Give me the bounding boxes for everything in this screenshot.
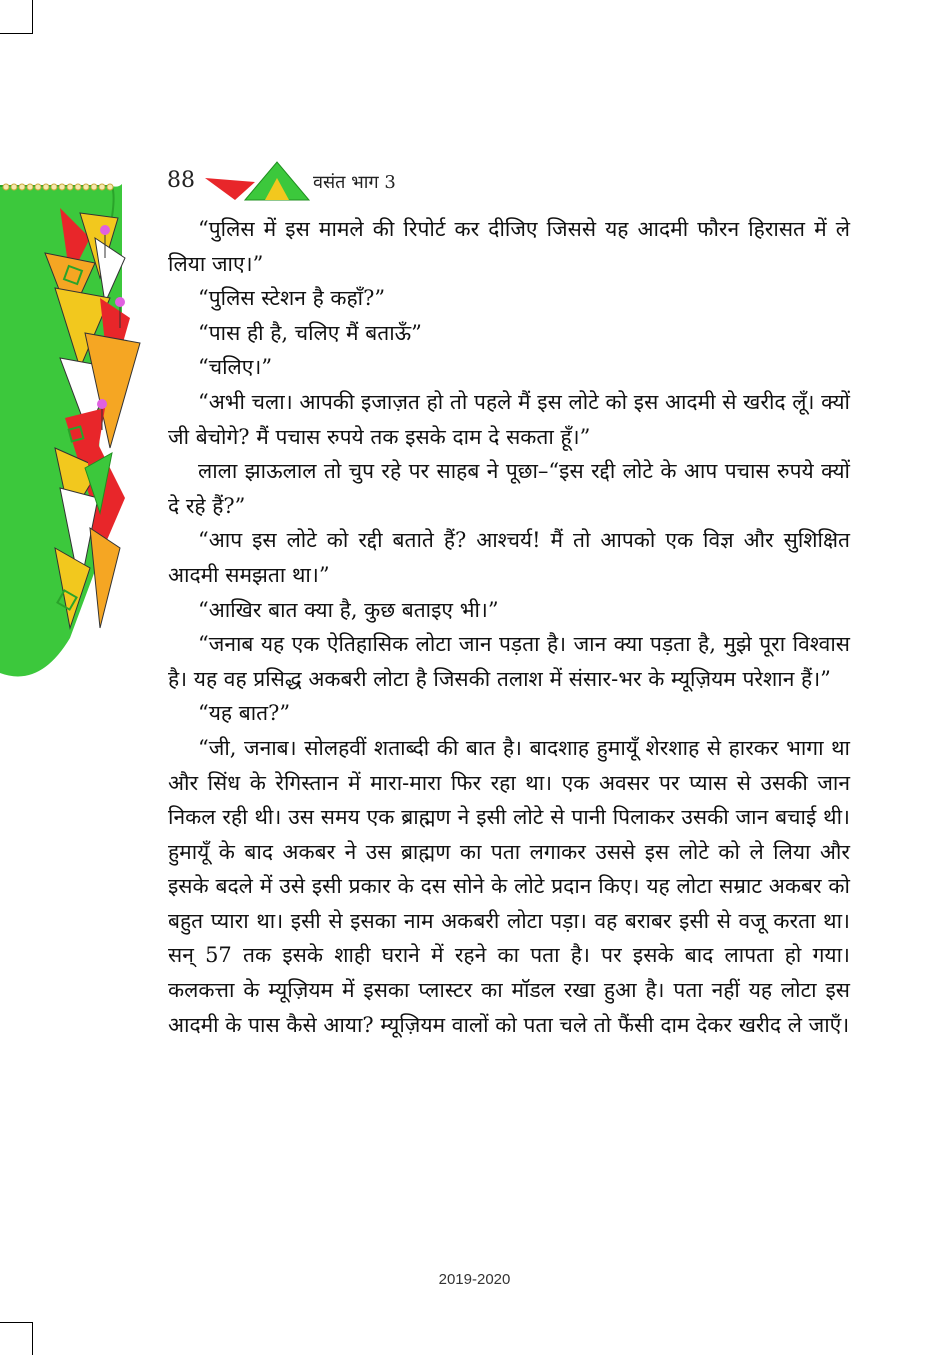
curtain-decoration-icon: [0, 168, 160, 698]
book-title: वसंत भाग 3: [313, 172, 396, 193]
crop-mark-top-left-h: [0, 33, 33, 34]
paragraph: “पुलिस स्टेशन है कहाँ?”: [198, 286, 386, 311]
paragraph: “चलिए।”: [198, 355, 273, 380]
paragraph: “पुलिस में इस मामले की रिपोर्ट कर दीजिए जिससे यह आदमी फौरन हिरासत में ले लिया जाए।”: [168, 217, 850, 276]
paragraph: लाला झाऊलाल तो चुप रहे पर साहब ने पूछा–“इस रद्दी लोटे के आप पचास रुपये क्यों दे रहे हैं?”: [168, 459, 850, 518]
header-triangle-icon: [205, 160, 315, 206]
paragraph: “पास ही है, चलिए मैं बताऊँ”: [198, 320, 422, 345]
paragraph: “आखिर बात क्या है, कुछ बताइए भी।”: [198, 597, 499, 622]
page-number: 88: [167, 168, 195, 193]
footer-year: 2019-2020: [438, 1271, 511, 1288]
paragraph: “आप इस लोटे को रद्दी बताते हैं? आश्चर्य! मैं तो आपको एक विज्ञ और सुशिक्षित आदमी समझता था।”: [168, 528, 850, 587]
paragraph: “अभी चला। आपकी इजाज़त हो तो पहले मैं इस लोटे को इस आदमी से खरीद लूँ। क्यों जी बेचोगे? मैं पचास रुपये तक इसके दाम दे सकता हूँ।”: [168, 389, 850, 449]
crop-mark-bottom-left-v: [32, 1322, 33, 1355]
page-header: [165, 160, 565, 210]
page-body: [168, 212, 850, 1042]
paragraph: “यह बात?”: [198, 701, 291, 726]
paragraph: “जनाब यह एक ऐतिहासिक लोटा जान पड़ता है। जान क्या पड़ता है, मुझे पूरा विश्वास है। यह वह प्रसिद्ध अकबरी लोटा है जिसकी तलाश में संसार-भर के म्यूज़ियम परेशान हैं।”: [168, 632, 850, 691]
crop-mark-top-left-v: [32, 0, 33, 34]
crop-mark-bottom-left-h: [0, 1322, 33, 1323]
paragraph: “जी, जनाब। सोलहवीं शताब्दी की बात है। बादशाह हुमायूँ शेरशाह से हारकर भागा था और सिंध के रेगिस्तान में मारा-मारा फिर रहा था। एक अवसर पर प्यास से उसकी जान निकल रही थी। उस समय एक ब्राह्मण ने इसी लोटे से पानी पिलाकर उसकी जान बचाई थी। हुमायूँ के बाद अकबर ने उस ब्राह्मण का पता लगाकर उससे इस लोटे को ले लिया और इसके बदले में उसे इसी प्रकार के दस सोने के लोटे प्रदान किए। यह लोटा सम्राट अकबर को बहुत प्यारा था। इसी से इसका नाम अकबरी लोटा पड़ा। वह बराबर इसी से वजू करता था। सन् 57 तक इसके शाही घराने में रहने का पता है। पर इसके बाद लापता हो गया। कलकत्ता के म्यूज़ियम में इसका प्लास्टर का मॉडल रखा हुआ है। पता नहीं यह लोटा इस आदमी के पास कैसे आया? म्यूज़ियम वालों को पता चले तो फैंसी दाम देकर खरीद ले जाएँ।: [168, 735, 851, 1037]
